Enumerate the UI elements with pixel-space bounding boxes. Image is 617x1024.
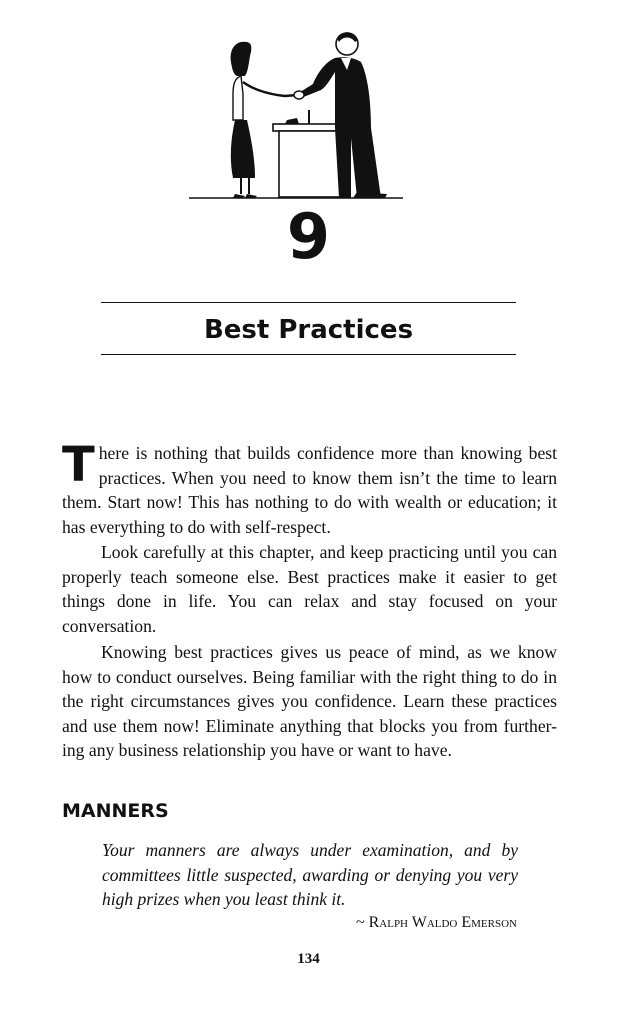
chapter-title: Best Practices <box>203 315 414 345</box>
epigraph-quote: Your manners are always under examination, and by committees little suspected, awarding or denying you very high prizes when you least think it. <box>102 840 518 909</box>
section-heading: MANNERS <box>62 800 169 822</box>
body-paragraph-3: Knowing best practices gives us peace of mind, as we know how to conduct ourselves. Being familiar with the right thing to do in the right circumstances gives you confidence. Learn these practices and use them now! Eliminate anything that blocks you from further-ing any business relationship you have or want to have. <box>62 642 557 760</box>
title-rule-top <box>101 302 516 303</box>
body-paragraph-1 <box>62 437 557 539</box>
quote-attribution: ~ Ralph Waldo Emerson <box>355 914 517 931</box>
title-rule-bottom <box>101 354 516 355</box>
paragraph-1-text: here is nothing that builds confidence more than knowing best practices. When you need to know them isn’t the time to learn them. Start now! This has nothing to do with wealth or education; it has everything to do with self-respect. <box>62 443 557 537</box>
body-paragraph-2: Look carefully at this chapter, and keep practicing until you can properly teach someone else. Best practices make it easier to get things done in life. You can relax and stay focused on your conversation. <box>62 542 557 636</box>
chapter-number: 9 <box>286 200 331 273</box>
drop-cap: T <box>62 437 95 493</box>
handshake-illustration <box>185 28 410 204</box>
page-number: 134 <box>297 951 320 967</box>
